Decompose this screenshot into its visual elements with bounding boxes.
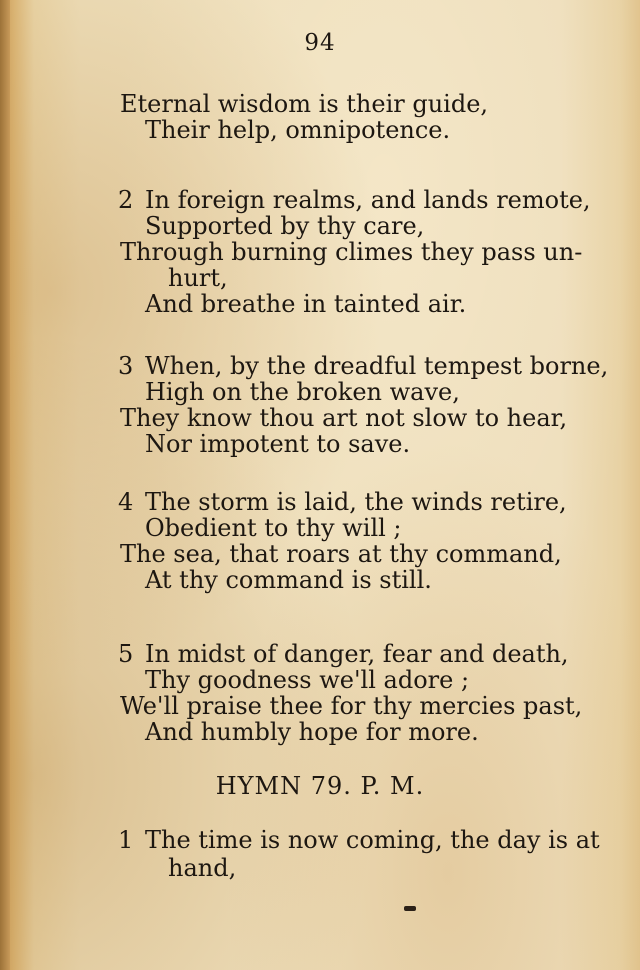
hymn-title: HYMN 79. P. M. — [215, 772, 425, 800]
stanza-3-line-3: They know thou art not slow to hear, — [120, 404, 568, 432]
stanza-4-line-4: At thy command is still. — [145, 566, 432, 594]
stanza-3-number: 3 — [118, 352, 134, 380]
stanza-2-line-5: And breathe in tainted air. — [145, 290, 467, 318]
opening-line-1: Eternal wisdom is their guide, — [120, 90, 489, 118]
stanza-2-line-3: Through burning climes they pass un- — [120, 238, 583, 266]
stanza-5-line-3: We'll praise thee for thy mercies past, — [120, 692, 583, 720]
stanza-2-line-2: Supported by thy care, — [145, 212, 425, 240]
ink-mark — [404, 906, 416, 911]
stanza-2-line-4: hurt, — [168, 264, 228, 292]
hymn-stanza-1-line-1: The time is now coming, the day is at — [145, 826, 600, 854]
stanza-4-line-2: Obedient to thy will ; — [145, 514, 402, 542]
stanza-2-line-1: In foreign realms, and lands remote, — [145, 186, 591, 214]
stanza-5-number: 5 — [118, 640, 134, 668]
opening-line-2: Their help, omnipotence. — [145, 116, 451, 144]
stanza-4-number: 4 — [118, 488, 134, 516]
page-number: 94 — [304, 30, 336, 56]
hymn-stanza-1-line-2: hand, — [168, 854, 237, 882]
stanza-3-line-2: High on the broken wave, — [145, 378, 460, 406]
stanza-3-line-4: Nor impotent to save. — [145, 430, 411, 458]
stanza-2-number: 2 — [118, 186, 134, 214]
stanza-5-line-4: And humbly hope for more. — [145, 718, 479, 746]
stanza-5-line-1: In midst of danger, fear and death, — [145, 640, 569, 668]
stanza-3-line-1: When, by the dreadful tempest borne, — [145, 352, 609, 380]
stanza-5-line-2: Thy goodness we'll adore ; — [145, 666, 470, 694]
page-binding-edge — [0, 0, 10, 970]
stanza-4-line-3: The sea, that roars at thy command, — [120, 540, 562, 568]
hymn-stanza-1-number: 1 — [118, 826, 134, 854]
stanza-4-line-1: The storm is laid, the winds retire, — [145, 488, 567, 516]
